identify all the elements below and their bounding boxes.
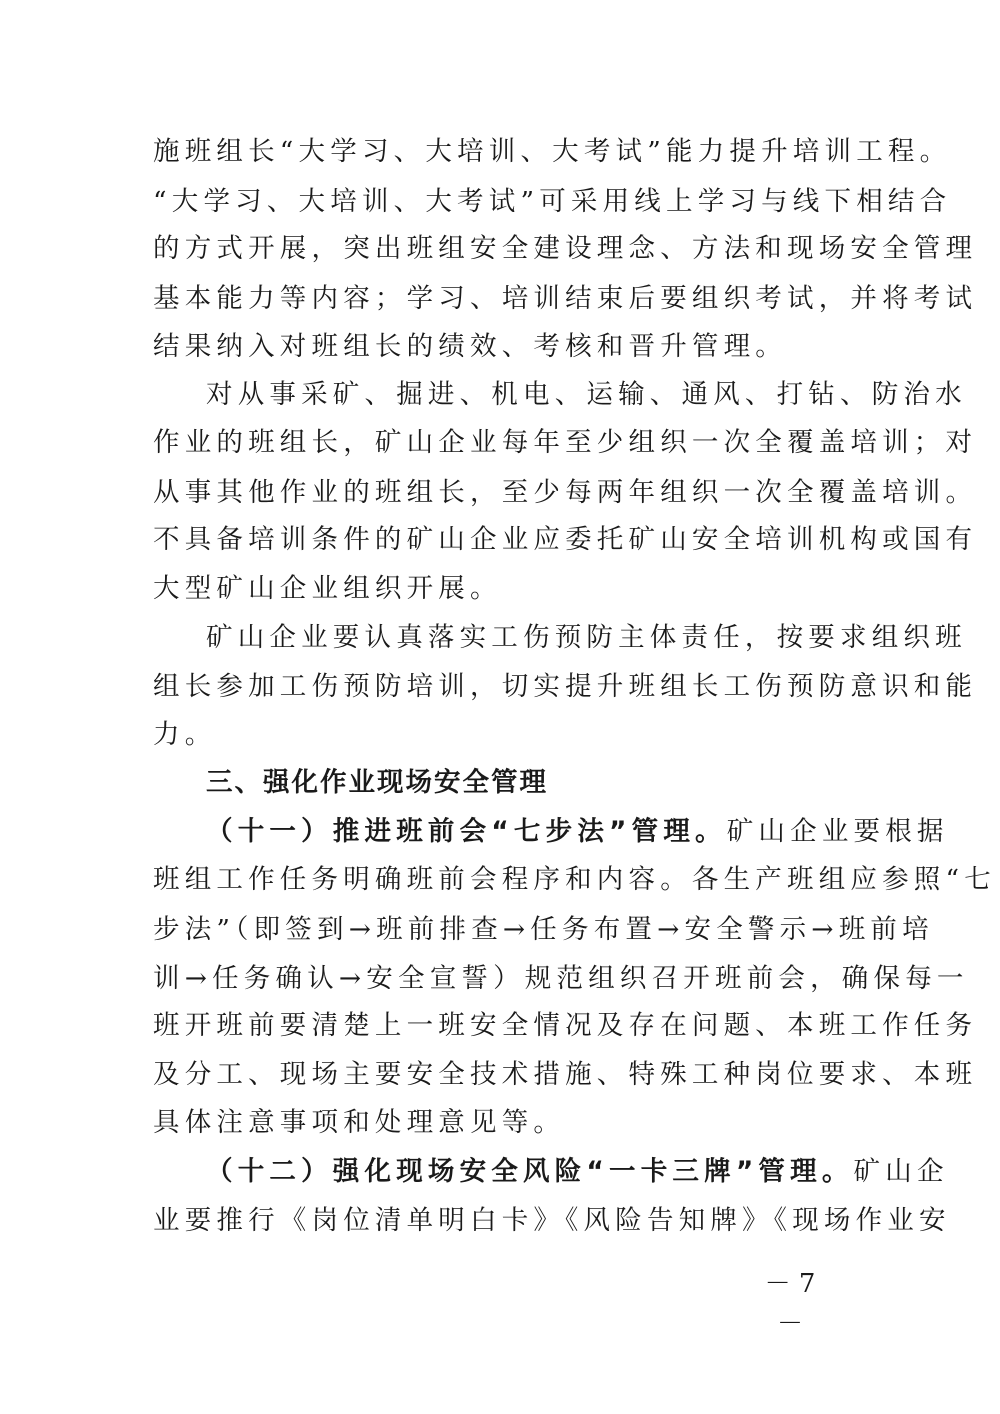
text-line: 业要推行《岗位清单明白卡》《风险告知牌》《现场作业安	[153, 1205, 951, 1236]
text-line	[206, 1147, 949, 1197]
text-line: 及分工、现场主要安全技术措施、特殊工种岗位要求、本班	[153, 1059, 978, 1090]
text-line: 作业的班组长，矿山企业每年至少组织一次全覆盖培训；对	[153, 427, 978, 458]
text-line-body: 矿山企业要根据	[726, 816, 949, 847]
text-line: 不具备培训条件的矿山企业应委托矿山安全培训机构或国有	[153, 524, 978, 555]
text-line: 训→任务确认→安全宣誓）规范组织召开班前会，确保每一	[153, 963, 969, 994]
text-line: 具体注意事项和处理意见等。	[153, 1107, 566, 1138]
text-line: “大学习、大培训、大考试”可采用线上学习与线下相结合	[153, 186, 952, 217]
text-line: 力。	[153, 719, 217, 750]
page-number: － 7 －	[764, 1269, 816, 1339]
text-line: 步法”（即签到→班前排查→任务布置→安全警示→班前培	[153, 914, 934, 945]
text-line: 组长参加工伤预防培训，切实提升班组长工伤预防意识和能	[153, 671, 978, 702]
text-line	[206, 807, 949, 857]
text-line: 大型矿山企业组织开展。	[153, 573, 502, 604]
text-line: 施班组长“大学习、大培训、大考试”能力提升培训工程。	[153, 136, 952, 167]
text-line: 从事其他作业的班组长，至少每两年组织一次全覆盖培训。	[153, 477, 978, 508]
text-line: 矿山企业要认真落实工伤预防主体责任，按要求组织班	[206, 622, 967, 653]
text-line: 班组工作任务明确班前会程序和内容。各生产班组应参照“七	[153, 864, 996, 895]
subsection-title: （十二）强化现场安全风险“一卡三牌”管理。	[206, 1156, 854, 1187]
text-line: 对从事采矿、掘进、机电、运输、通风、打钻、防治水	[206, 379, 967, 410]
text-line: 班开班前要清楚上一班安全情况及存在问题、本班工作任务	[153, 1010, 978, 1041]
text-line: 基本能力等内容；学习、培训结束后要组织考试，并将考试	[153, 283, 978, 314]
section-heading: 三、强化作业现场安全管理	[206, 767, 548, 798]
subsection-title: （十一）推进班前会“七步法”管理。	[206, 816, 727, 847]
text-line: 的方式开展，突出班组安全建设理念、方法和现场安全管理	[153, 233, 978, 264]
text-line: 结果纳入对班组长的绩效、考核和晋升管理。	[153, 331, 787, 362]
text-line-body: 矿山企	[853, 1156, 949, 1187]
